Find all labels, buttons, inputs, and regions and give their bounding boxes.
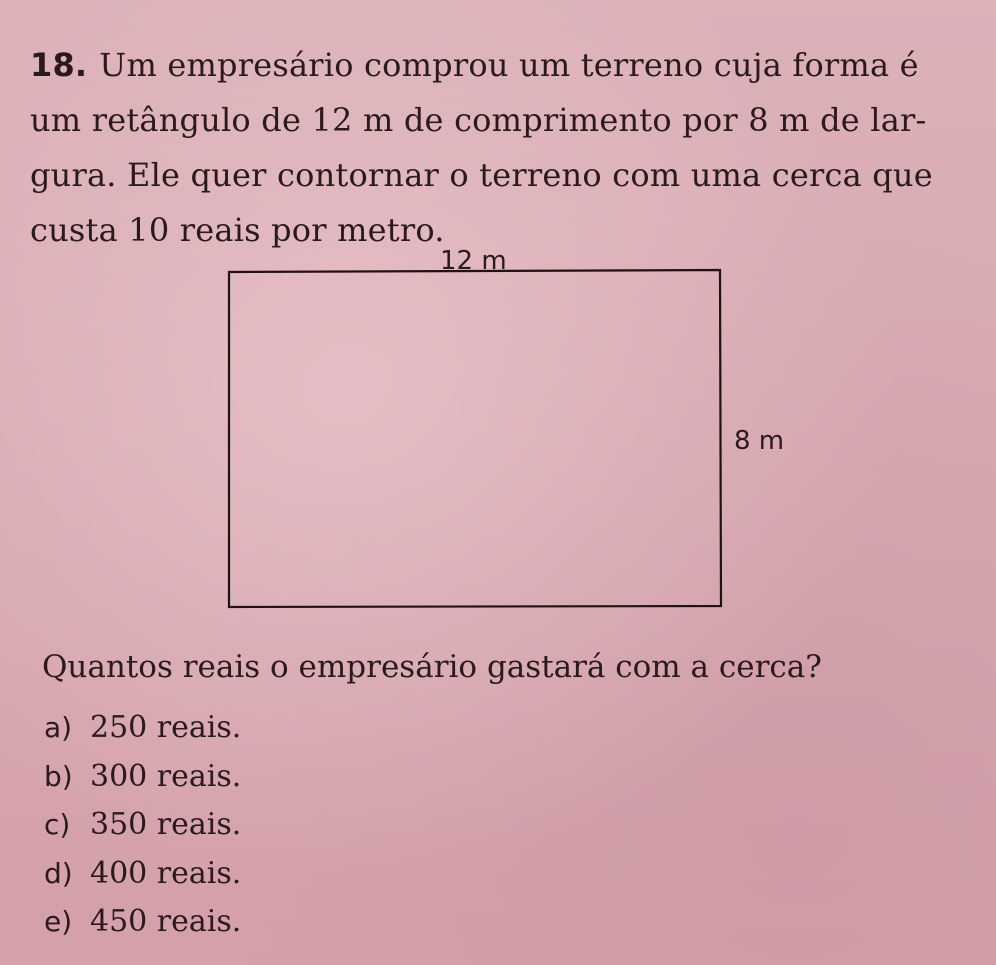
statement-line-text: Um empresário comprou um terreno cuja forma é (99, 46, 919, 84)
option-text: 400 reais. (90, 855, 242, 891)
length-label: 12 m (440, 246, 507, 276)
statement-line: custa 10 reais por metro. (30, 211, 445, 249)
question-number: 18. (30, 46, 88, 84)
option-text: 250 reais. (90, 710, 242, 745)
option-text: 300 reais. (90, 758, 242, 794)
statement-line: um retângulo de 12 m de comprimento por 8 m de lar- (30, 101, 927, 139)
option-letter: e) (44, 905, 73, 938)
option-text: 450 reais. (90, 904, 242, 939)
option-d[interactable] (44, 853, 241, 902)
option-a[interactable] (44, 707, 241, 756)
width-label: 8 m (734, 426, 785, 456)
option-b[interactable] (44, 756, 241, 805)
statement-line: gura. Ele quer contornar o terreno com uma cerca que (30, 156, 933, 194)
answer-options (44, 707, 241, 950)
terrain-rectangle (229, 270, 721, 607)
option-letter: b) (44, 759, 73, 793)
option-letter: c) (44, 808, 71, 841)
option-e[interactable] (44, 901, 241, 950)
option-text: 350 reais. (90, 807, 242, 842)
option-letter: d) (44, 856, 73, 890)
option-c[interactable] (44, 804, 241, 853)
option-letter: a) (44, 711, 73, 744)
question-prompt: Quantos reais o empresário gastará com a cerca? (42, 649, 822, 685)
